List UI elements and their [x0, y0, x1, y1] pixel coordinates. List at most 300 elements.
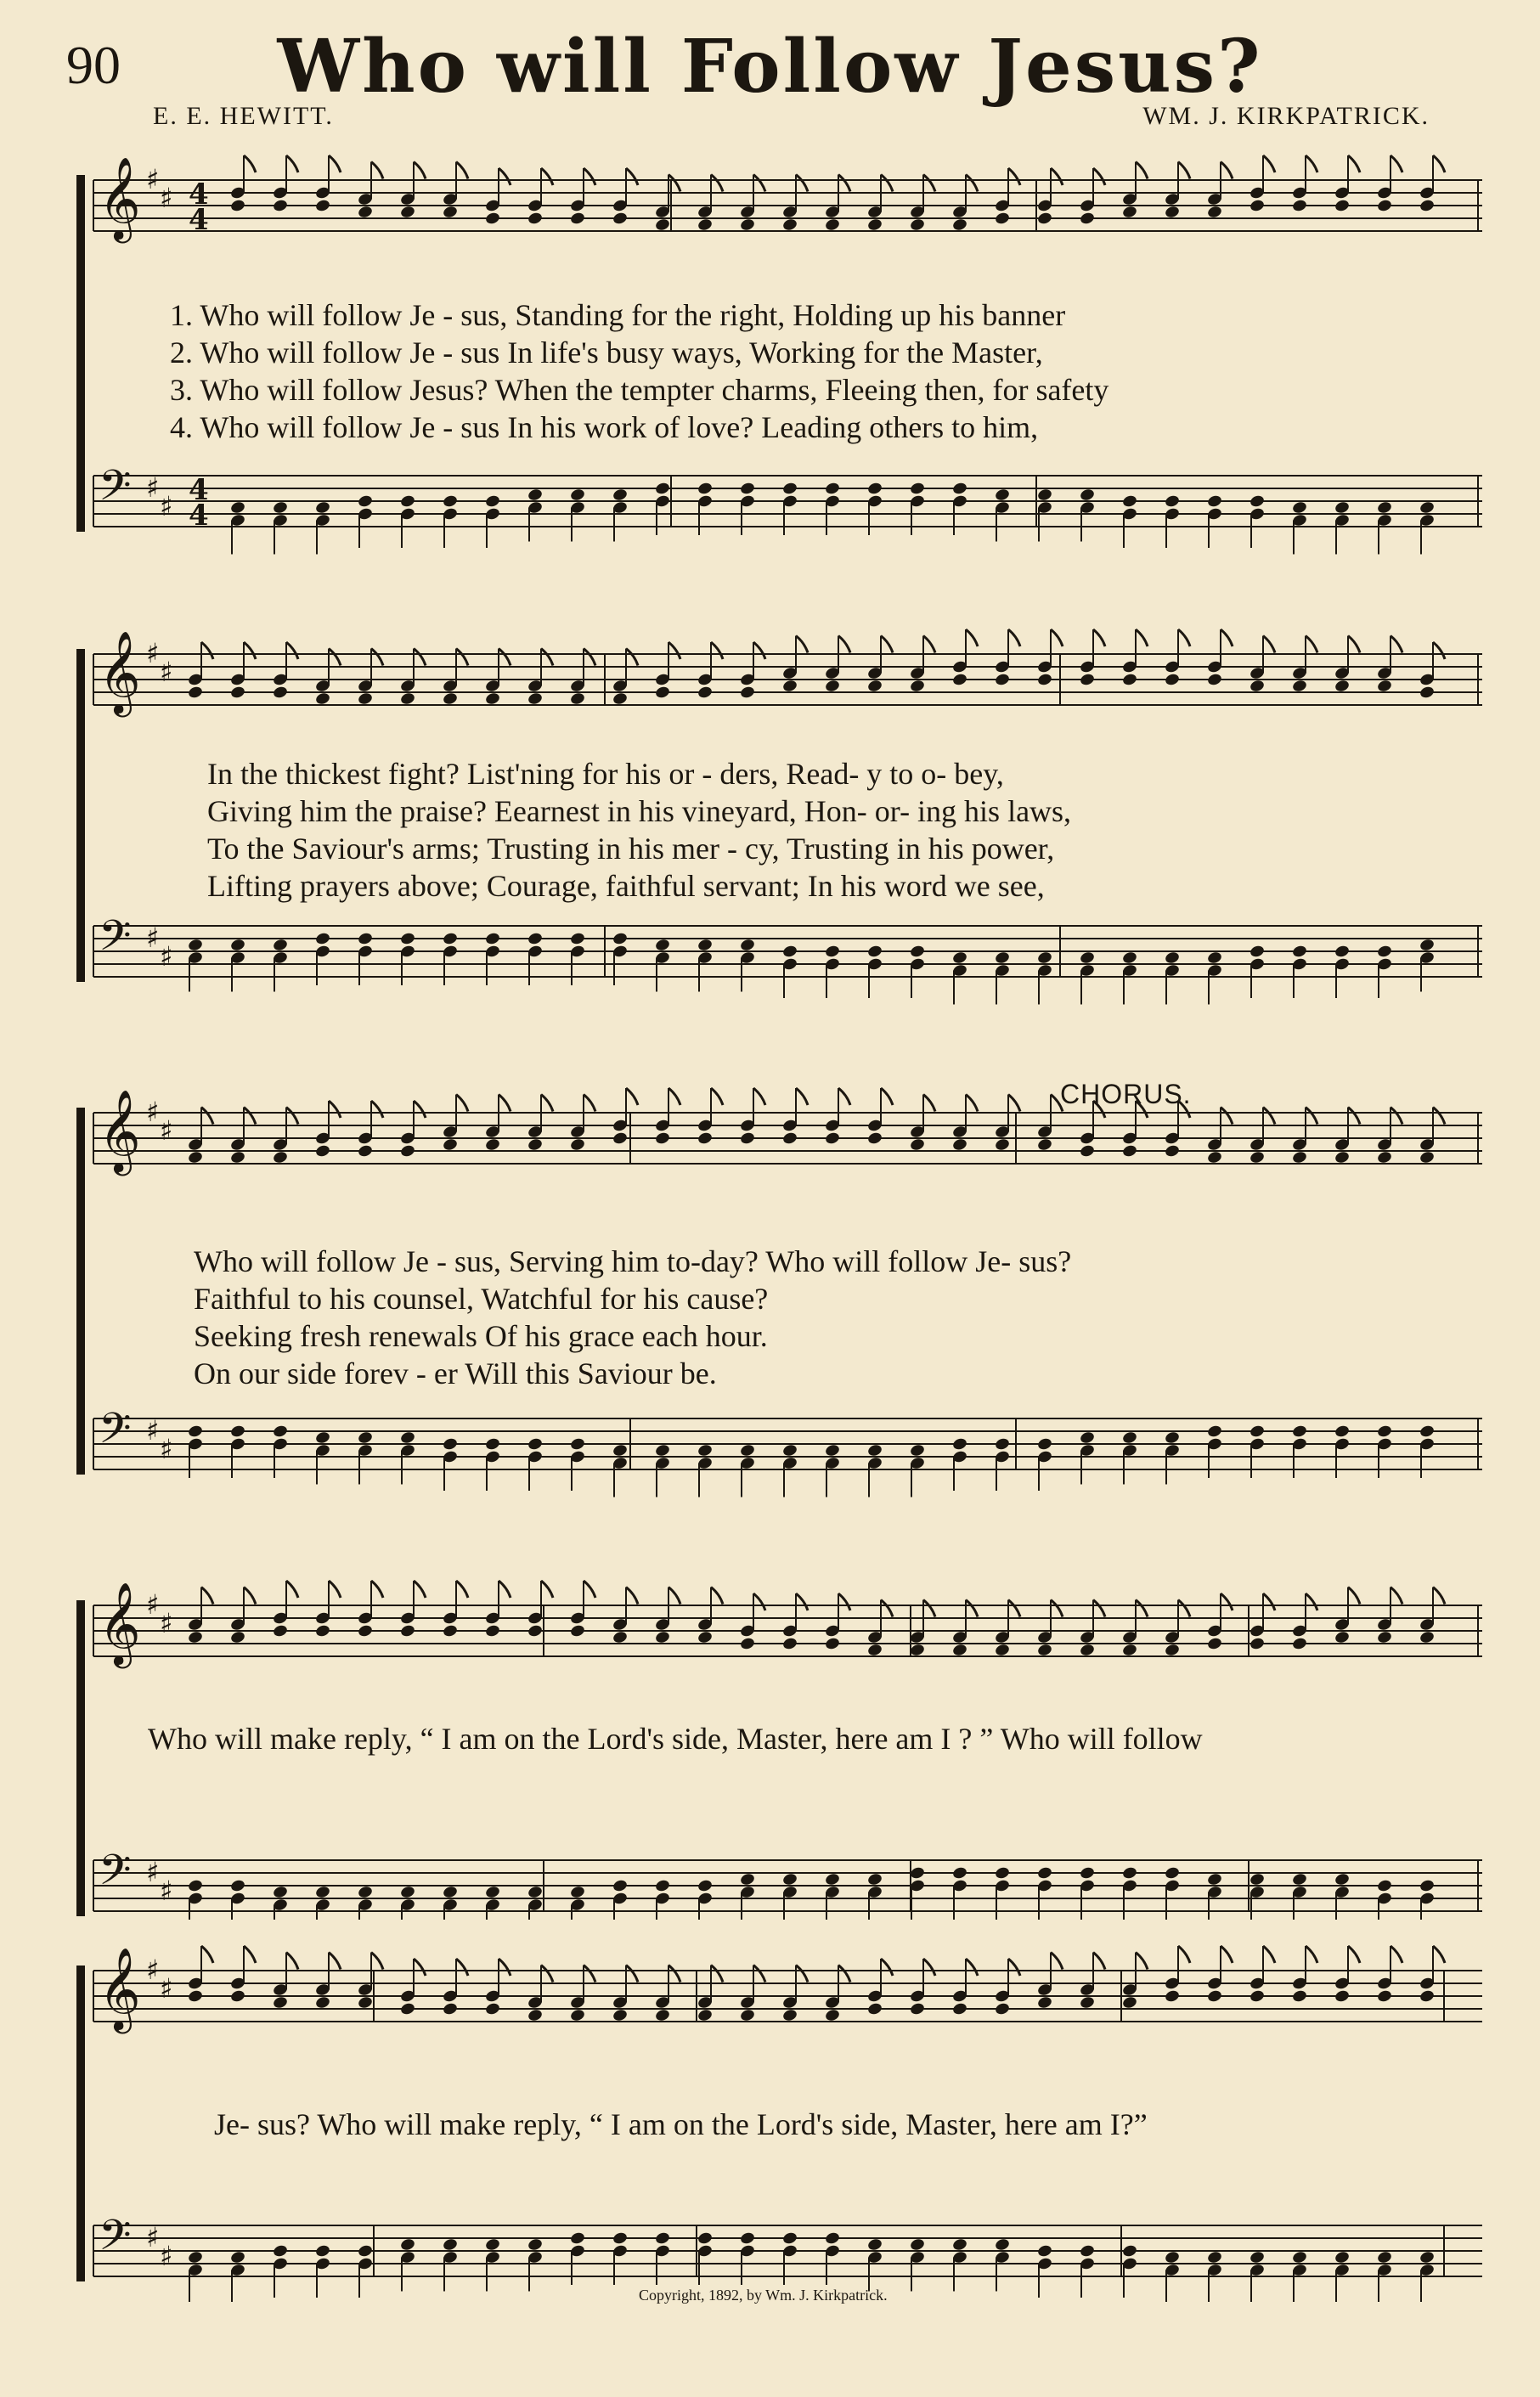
note-head — [314, 932, 330, 946]
bass-clef-icon: 𝄢 — [99, 1846, 132, 1905]
note-flag — [923, 1959, 935, 1976]
note-head — [1079, 1144, 1095, 1159]
note-flag — [966, 1959, 978, 1976]
note-head — [824, 1637, 840, 1651]
sharp-icon: ♯ — [160, 1114, 173, 1147]
note-head — [739, 217, 755, 232]
note-head — [612, 2231, 628, 2246]
note-head — [739, 1872, 755, 1887]
note-head — [272, 938, 288, 952]
note-head — [1291, 2250, 1307, 2264]
note-head — [527, 1885, 543, 1899]
note-head — [1249, 2250, 1265, 2264]
note-head — [527, 2237, 543, 2252]
note-head — [697, 938, 713, 952]
note-head — [527, 932, 543, 946]
note-head — [272, 500, 288, 515]
note-head — [1419, 199, 1435, 213]
note-head — [781, 1872, 798, 1887]
note-head — [1079, 1866, 1095, 1881]
note-head — [866, 1131, 883, 1146]
note-head — [229, 1424, 245, 1439]
note-head — [951, 1437, 967, 1452]
note-head — [951, 2237, 967, 2252]
note-head — [1419, 1989, 1435, 2004]
note-head — [612, 2008, 628, 2022]
note-head — [484, 691, 500, 706]
note-head — [1121, 2244, 1137, 2259]
lyric-line: Who will make reply, “ I am on the Lord's side, Master, here am I ? ” Who will follow — [148, 1722, 1203, 1756]
note-flag — [1051, 168, 1063, 185]
note-head — [1079, 212, 1095, 226]
note-flag — [371, 1581, 383, 1598]
note-head — [866, 679, 883, 693]
note-head — [739, 1637, 755, 1651]
sharp-icon: ♯ — [146, 163, 160, 195]
note-flag — [1306, 636, 1317, 653]
note-flag — [371, 1101, 383, 1118]
note-head — [909, 1866, 925, 1881]
treble-clef-icon: 𝄞 — [99, 156, 141, 240]
note-flag — [414, 1959, 426, 1976]
note-head — [824, 679, 840, 693]
note-flag — [541, 1966, 553, 1982]
note-flag — [1221, 1108, 1233, 1125]
note-head — [612, 1630, 628, 1644]
treble-clef-icon: 𝄞 — [99, 1947, 141, 2030]
sharp-icon: ♯ — [146, 1096, 160, 1128]
note-head — [781, 2008, 798, 2022]
note-flag — [456, 1095, 468, 1112]
note-flag — [838, 1966, 850, 1982]
sharp-icon: ♯ — [146, 637, 160, 669]
note-head — [272, 1150, 288, 1165]
note-flag — [1093, 1953, 1105, 1970]
note-head — [1121, 950, 1137, 965]
note-head — [1376, 500, 1392, 515]
note-head — [951, 2002, 967, 2016]
sharp-icon: ♯ — [160, 2240, 173, 2272]
note-flag — [244, 1588, 256, 1605]
note-head — [909, 1137, 925, 1152]
sharp-icon: ♯ — [160, 1607, 173, 1639]
note-head — [1291, 1150, 1307, 1165]
note-head — [1334, 1872, 1350, 1887]
note-head — [951, 1137, 967, 1152]
note-head — [229, 500, 245, 515]
note-head — [1206, 950, 1222, 965]
note-head — [229, 2250, 245, 2264]
note-head — [1249, 1872, 1265, 1887]
note-head — [781, 945, 798, 959]
sharp-icon: ♯ — [160, 656, 173, 688]
note-head — [569, 2231, 585, 2246]
note-head — [527, 1137, 543, 1152]
note-flag — [711, 1588, 723, 1605]
note-flag — [796, 1966, 808, 1982]
note-head — [1419, 2250, 1435, 2264]
note-flag — [1391, 1588, 1402, 1605]
note-flag — [1008, 168, 1020, 185]
note-flag — [966, 1095, 978, 1112]
sharp-icon: ♯ — [160, 940, 173, 973]
note-head — [654, 1879, 670, 1893]
note-flag — [668, 1088, 680, 1105]
note-head — [654, 482, 670, 496]
note-head — [314, 1885, 330, 1899]
note-flag — [1093, 168, 1105, 185]
music-system-4 — [0, 1580, 1540, 1920]
music-system-2 — [0, 620, 1540, 1045]
note-head — [866, 2002, 883, 2016]
note-head — [569, 1624, 585, 1638]
note-flag — [626, 1588, 638, 1605]
note-head — [1206, 1637, 1222, 1651]
note-flag — [1136, 629, 1148, 646]
time-signature: 4 — [189, 178, 209, 212]
bass-clef-icon: 𝄢 — [99, 911, 132, 971]
note-head — [272, 1995, 288, 2010]
note-flag — [966, 1600, 978, 1617]
note-flag — [1391, 1108, 1402, 1125]
note-head — [1376, 1879, 1392, 1893]
note-head — [569, 488, 585, 502]
note-head — [527, 691, 543, 706]
note-flag — [1306, 1946, 1317, 1963]
note-head — [1079, 1643, 1095, 1657]
note-flag — [1178, 629, 1190, 646]
lyric-line: On our side forev - er Will this Saviour be. — [194, 1356, 717, 1390]
note-head — [1036, 1137, 1052, 1152]
note-flag — [1136, 1953, 1148, 1970]
system-bracket — [76, 649, 85, 982]
note-head — [824, 2008, 840, 2022]
note-head — [272, 685, 288, 700]
sharp-icon: ♯ — [146, 1954, 160, 1986]
note-head — [951, 217, 967, 232]
note-head — [527, 2008, 543, 2022]
note-flag — [796, 1088, 808, 1105]
note-flag — [1306, 1108, 1317, 1125]
note-head — [994, 2237, 1010, 2252]
note-flag — [329, 1953, 341, 1970]
note-head — [229, 938, 245, 952]
note-head — [1249, 1150, 1265, 1165]
sharp-icon: ♯ — [146, 1414, 160, 1447]
note-flag — [711, 642, 723, 659]
note-head — [1206, 673, 1222, 687]
note-flag — [1008, 1959, 1020, 1976]
time-signature: 4 — [189, 473, 209, 507]
sharp-icon: ♯ — [146, 1856, 160, 1888]
bass-clef-icon: 𝄢 — [99, 1404, 132, 1464]
note-head — [1419, 685, 1435, 700]
note-flag — [499, 1095, 511, 1112]
note-flag — [881, 175, 893, 192]
note-flag — [838, 636, 850, 653]
note-head — [484, 2002, 500, 2016]
note-flag — [329, 1581, 341, 1598]
note-head — [612, 488, 628, 502]
note-flag — [1008, 629, 1020, 646]
note-head — [1164, 1430, 1180, 1445]
note-flag — [371, 162, 383, 179]
system-bracket — [76, 1108, 85, 1475]
note-head — [399, 205, 415, 219]
note-head — [1164, 2250, 1180, 2264]
note-head — [994, 1437, 1010, 1452]
sharp-icon: ♯ — [160, 1875, 173, 1907]
note-head — [697, 1443, 713, 1458]
treble-clef-icon: 𝄞 — [99, 1582, 141, 1665]
note-head — [612, 212, 628, 226]
note-head — [654, 2008, 670, 2022]
note-head — [569, 1437, 585, 1452]
page-title: Who will Follow Jesus? — [277, 24, 1263, 110]
note-head — [1121, 205, 1137, 219]
note-head — [442, 1137, 458, 1152]
note-head — [1079, 1995, 1095, 2010]
note-flag — [1008, 1600, 1020, 1617]
note-flag — [541, 1581, 553, 1598]
note-head — [357, 1430, 373, 1445]
note-head — [527, 488, 543, 502]
note-head — [781, 1131, 798, 1146]
note-head — [569, 212, 585, 226]
note-head — [1291, 1424, 1307, 1439]
note-head — [654, 217, 670, 232]
note-head — [1121, 1430, 1137, 1445]
note-head — [1164, 1866, 1180, 1881]
note-head — [1164, 1989, 1180, 2004]
note-head — [1036, 1995, 1052, 2010]
note-head — [739, 685, 755, 700]
note-head — [272, 2244, 288, 2259]
note-head — [739, 1131, 755, 1146]
note-flag — [414, 162, 426, 179]
note-flag — [796, 175, 808, 192]
note-flag — [1263, 1108, 1275, 1125]
note-flag — [1008, 1095, 1020, 1112]
note-head — [569, 691, 585, 706]
note-head — [442, 494, 458, 509]
system-bracket — [76, 175, 85, 532]
note-flag — [1391, 155, 1402, 172]
note-head — [569, 1137, 585, 1152]
note-flag — [923, 1095, 935, 1112]
note-flag — [838, 1088, 850, 1105]
note-head — [1206, 1872, 1222, 1887]
note-head — [484, 212, 500, 226]
lyric-line: In the thickest fight? List'ning for his or - ders, Read- y to o- bey, — [207, 757, 1004, 791]
note-head — [357, 1885, 373, 1899]
note-flag — [796, 636, 808, 653]
note-flag — [753, 175, 765, 192]
note-head — [697, 685, 713, 700]
note-flag — [201, 1946, 213, 1963]
note-flag — [1051, 629, 1063, 646]
note-flag — [711, 175, 723, 192]
note-head — [994, 212, 1010, 226]
note-flag — [881, 1088, 893, 1105]
note-head — [314, 199, 330, 213]
note-head — [1249, 199, 1265, 213]
note-flag — [1051, 1953, 1063, 1970]
note-flag — [1136, 1600, 1148, 1617]
composer-credit: WM. J. KIRKPATRICK. — [1142, 102, 1430, 130]
note-head — [1036, 1643, 1052, 1657]
note-head — [1376, 1424, 1392, 1439]
note-head — [187, 1879, 203, 1893]
note-flag — [753, 1088, 765, 1105]
note-flag — [1178, 162, 1190, 179]
note-flag — [1263, 155, 1275, 172]
note-flag — [626, 168, 638, 185]
note-head — [1291, 1989, 1307, 2004]
note-head — [697, 2231, 713, 2246]
note-flag — [499, 1959, 511, 1976]
note-head — [824, 217, 840, 232]
note-head — [484, 932, 500, 946]
note-flag — [541, 1095, 553, 1112]
note-head — [1334, 2250, 1350, 2264]
note-flag — [286, 642, 298, 659]
note-head — [994, 1866, 1010, 1881]
note-flag — [966, 175, 978, 192]
note-flag — [201, 642, 213, 659]
note-flag — [1051, 1600, 1063, 1617]
note-flag — [626, 649, 638, 666]
note-head — [1291, 1872, 1307, 1887]
note-head — [314, 2244, 330, 2259]
note-head — [1419, 1879, 1435, 1893]
note-head — [187, 1424, 203, 1439]
note-head — [654, 1630, 670, 1644]
note-flag — [1221, 1593, 1233, 1610]
note-head — [1206, 2250, 1222, 2264]
note-head — [1334, 500, 1350, 515]
treble-clef-icon: 𝄞 — [99, 1089, 141, 1172]
note-head — [1036, 950, 1052, 965]
note-head — [399, 494, 415, 509]
note-flag — [371, 649, 383, 666]
note-head — [781, 1443, 798, 1458]
note-flag — [626, 1966, 638, 1982]
note-flag — [1348, 1108, 1360, 1125]
note-head — [1079, 488, 1095, 502]
note-flag — [1306, 1593, 1317, 1610]
note-head — [612, 1131, 628, 1146]
lyric-line: Je- sus? Who will make reply, “ I am on the Lord's side, Master, here am I?” — [214, 2107, 1148, 2141]
note-head — [187, 938, 203, 952]
note-head — [1206, 494, 1222, 509]
lyric-line: Who will follow Je - sus, Serving him to-day? Who will follow Je- sus? — [194, 1244, 1072, 1278]
note-head — [229, 1150, 245, 1165]
note-head — [399, 932, 415, 946]
note-flag — [584, 168, 595, 185]
note-head — [739, 938, 755, 952]
author-credit: E. E. HEWITT. — [153, 102, 334, 130]
lyric-line: 4. Who will follow Je - sus In his work of love? Leading others to him, — [170, 410, 1039, 444]
note-flag — [966, 629, 978, 646]
note-head — [1376, 199, 1392, 213]
note-head — [1334, 1630, 1350, 1644]
note-flag — [456, 649, 468, 666]
note-head — [1079, 1430, 1095, 1445]
page-number: 90 — [66, 35, 121, 95]
system-bracket — [76, 1966, 85, 2281]
note-flag — [1093, 1600, 1105, 1617]
note-head — [1121, 1995, 1137, 2010]
note-head — [1036, 1437, 1052, 1452]
note-head — [357, 1995, 373, 2010]
note-head — [1249, 945, 1265, 959]
note-head — [1079, 2244, 1095, 2259]
note-flag — [584, 1581, 595, 1598]
note-head — [1036, 1866, 1052, 1881]
note-head — [866, 482, 883, 496]
note-head — [612, 691, 628, 706]
note-head — [994, 673, 1010, 687]
note-head — [399, 1885, 415, 1899]
note-flag — [1348, 1588, 1360, 1605]
note-head — [357, 1624, 373, 1638]
note-head — [1249, 1424, 1265, 1439]
note-head — [357, 1144, 373, 1159]
note-head — [739, 1443, 755, 1458]
note-head — [951, 1866, 967, 1881]
note-flag — [456, 1959, 468, 1976]
note-head — [781, 2231, 798, 2246]
note-head — [1291, 500, 1307, 515]
note-flag — [1178, 1600, 1190, 1617]
note-head — [866, 2237, 883, 2252]
lyric-line: 2. Who will follow Je - sus In life's busy ways, Working for the Master, — [170, 336, 1043, 369]
bass-clef-icon: 𝄢 — [99, 2211, 132, 2270]
note-head — [654, 685, 670, 700]
note-flag — [1433, 642, 1445, 659]
note-head — [1334, 1424, 1350, 1439]
note-flag — [201, 1108, 213, 1125]
note-head — [484, 1624, 500, 1638]
note-head — [442, 1437, 458, 1452]
note-flag — [1433, 1108, 1445, 1125]
note-flag — [541, 168, 553, 185]
note-head — [1334, 199, 1350, 213]
note-head — [442, 691, 458, 706]
note-head — [1164, 673, 1180, 687]
note-head — [1164, 1643, 1180, 1657]
note-head — [442, 205, 458, 219]
note-head — [569, 932, 585, 946]
note-head — [229, 199, 245, 213]
note-head — [1376, 679, 1392, 693]
note-head — [824, 1131, 840, 1146]
music-system-1 — [0, 153, 1540, 578]
note-flag — [584, 649, 595, 666]
note-head — [654, 2231, 670, 2246]
note-head — [739, 2008, 755, 2022]
note-head — [229, 1630, 245, 1644]
note-head — [527, 212, 543, 226]
note-head — [1419, 1150, 1435, 1165]
note-head — [229, 1989, 245, 2004]
note-head — [314, 500, 330, 515]
note-head — [357, 205, 373, 219]
note-flag — [1348, 1946, 1360, 1963]
note-flag — [668, 1966, 680, 1982]
note-flag — [286, 155, 298, 172]
